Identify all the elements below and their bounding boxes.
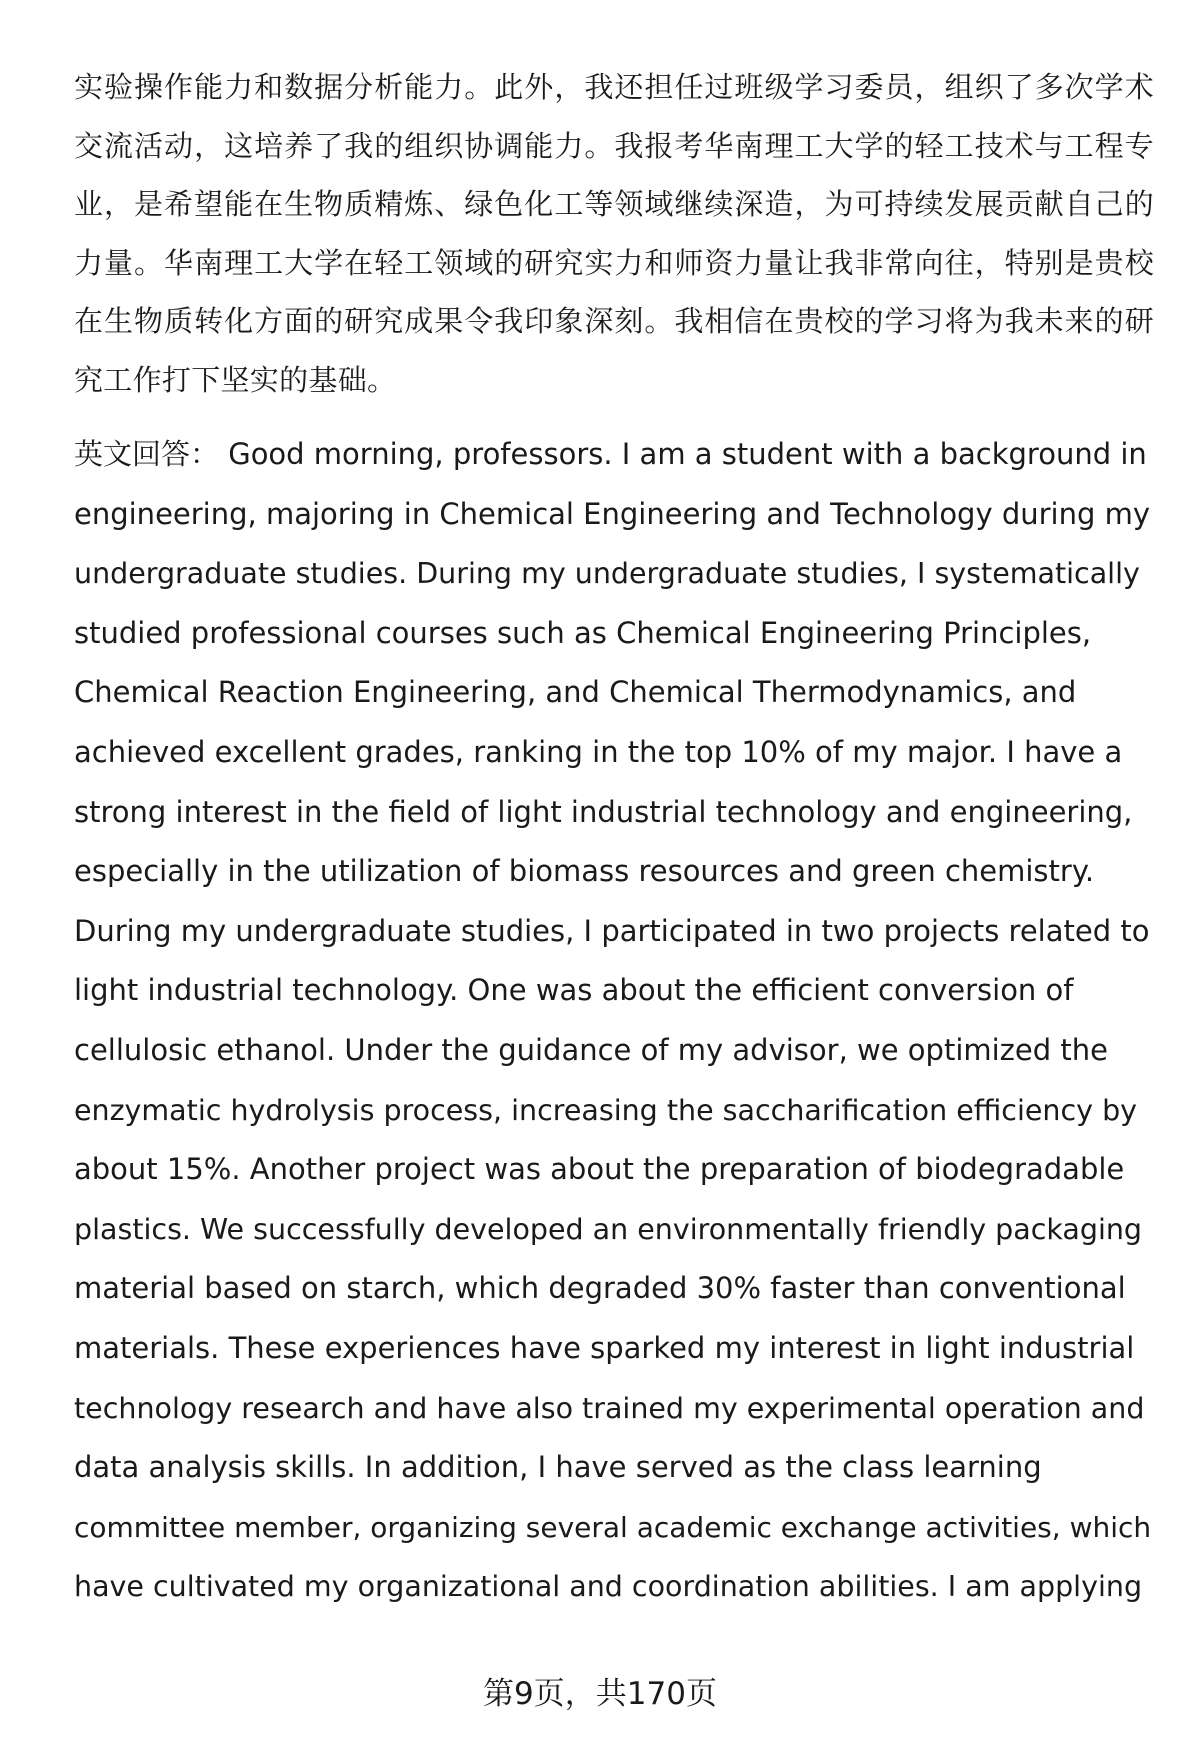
english-answer-line: light industrial technology. One was about the efficient conversion of (74, 973, 1074, 1008)
english-answer-paragraph (74, 425, 1154, 1617)
english-answer-line: especially in the utilization of biomass resources and green chemistry. (74, 854, 1095, 889)
english-answer-line: data analysis skills. In addition, I have served as the class learning (74, 1450, 1042, 1485)
english-answer-line: studied professional courses such as Chemical Engineering Principles, (74, 615, 1092, 650)
english-answer-line: technology research and have also trained my experimental operation and (74, 1391, 1145, 1425)
english-answer-line: engineering, majoring in Chemical Engineering and Technology during my (74, 496, 1151, 531)
english-answer-line: about 15%. Another project was about the preparation of biodegradable (74, 1152, 1125, 1187)
english-answer-line: enzymatic hydrolysis process, increasing the saccharification efficiency by (74, 1093, 1138, 1127)
page-number-footer: 第9页，共170页 (483, 1676, 717, 1712)
english-answer-line: Chemical Reaction Engineering, and Chemical Thermodynamics, and (74, 675, 1077, 710)
english-answer-line: 英文回答： Good morning, professors. I am a student with a background in (74, 437, 1147, 471)
english-answer-line: have cultivated my organizational and coordination abilities. I am applying (74, 1570, 1143, 1604)
english-answer-line: achieved excellent grades, ranking in the top 10% of my major. I have a (74, 734, 1123, 769)
english-answer-line: During my undergraduate studies, I participated in two projects related to (74, 913, 1150, 948)
english-answer-line: committee member, organizing several academic exchange activities, which (74, 1510, 1152, 1544)
english-answer-line: materials. These experiences have sparked my interest in light industrial (74, 1330, 1135, 1365)
chinese-answer-paragraph: 实验操作能力和数据分析能力。此外，我还担任过班级学习委员，组织了多次学术交流活动，这培养了我的组织协调能力。我报考华南理工大学的轻工技术与工程专业，是希望能在生物质精炼、绿色化工等领域继续深造，为可持续发展贡献自己的力量。华南理工大学在轻工领域的研究实力和师资力量让我非常向往，特别是贵校在生物质转化方面的研究成果令我印象深刻。我相信在贵校的学习将为我未来的研究工作打下坚实的基础。 (74, 70, 1154, 397)
page-content (74, 58, 1154, 1617)
english-answer-line: strong interest in the field of light industrial technology and engineering, (74, 794, 1133, 829)
english-answer-line: undergraduate studies. During my undergraduate studies, I systematically (74, 557, 1140, 591)
english-answer-line: cellulosic ethanol. Under the guidance of my advisor, we optimized the (74, 1032, 1108, 1067)
english-answer-line: material based on starch, which degraded 30% faster than conventional (74, 1271, 1126, 1306)
english-answer-line: plastics. We successfully developed an environmentally friendly packaging (74, 1212, 1143, 1246)
